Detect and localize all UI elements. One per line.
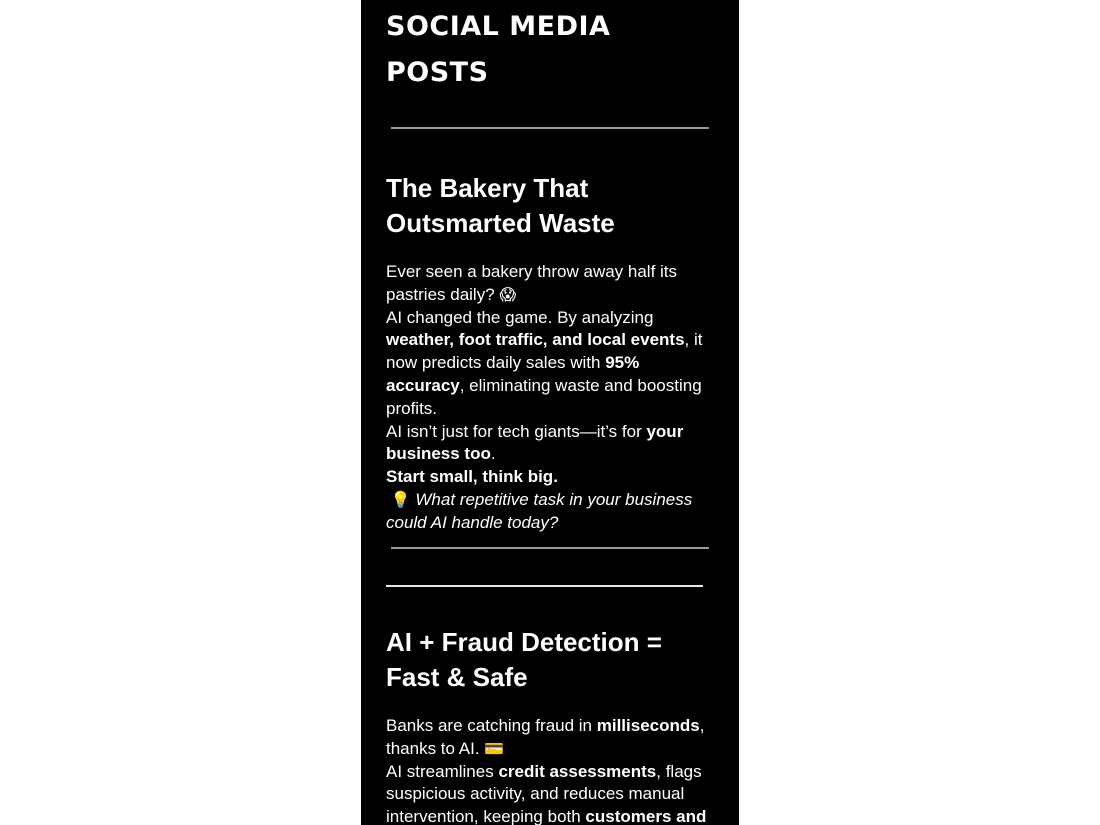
document-page	[361, 0, 739, 825]
post-text: Banks are catching fraud in	[386, 716, 597, 735]
lightbulb-emoji-icon: 💡	[390, 489, 411, 509]
post-text-bold: weather, foot traffic, and local events	[386, 330, 685, 350]
post-text-bold: milliseconds	[596, 716, 700, 735]
post-text: , thanks to AI.	[386, 716, 705, 758]
post-text: Ever seen a bakery throw away half its pastries daily?	[386, 262, 678, 304]
post-body-bakery	[386, 261, 716, 535]
post-text-bold: Start small, think big.	[386, 467, 558, 487]
post-text-bold: credit assessments	[498, 761, 657, 781]
post-title-fraud: AI + Fraud Detection = Fast & Safe	[386, 627, 662, 692]
section-divider	[386, 585, 703, 587]
post-body-fraud	[386, 715, 716, 825]
post-text: AI isn’t just for tech giants—it’s for	[386, 421, 647, 441]
credit-card-emoji-icon: 💳	[484, 738, 505, 758]
document-content	[386, 0, 716, 825]
header-divider	[391, 127, 709, 129]
post-text-bold: your business too	[386, 421, 684, 464]
post-text: , flags suspicious activity, and reduces manual intervention, keeping both	[386, 761, 702, 825]
post-text-bold: customers and	[585, 807, 707, 825]
page-title: SOCIAL MEDIA POSTS	[386, 11, 611, 88]
post-text: , it now predicts daily sales with	[386, 330, 703, 373]
post-question: What repetitive task in your business could AI handle today?	[386, 489, 693, 532]
post-divider	[391, 547, 709, 549]
screaming-face-emoji-icon: 😱	[499, 284, 517, 304]
post-text: .	[490, 444, 496, 464]
post-text-bold: 95% accuracy	[386, 353, 640, 395]
post-text: AI changed the game. By analyzing	[386, 307, 654, 327]
post-text: , eliminating waste and boosting profits.	[386, 375, 702, 418]
post-text: AI streamlines	[386, 761, 499, 781]
post-title-bakery: The Bakery That Outsmarted Waste	[386, 173, 615, 238]
